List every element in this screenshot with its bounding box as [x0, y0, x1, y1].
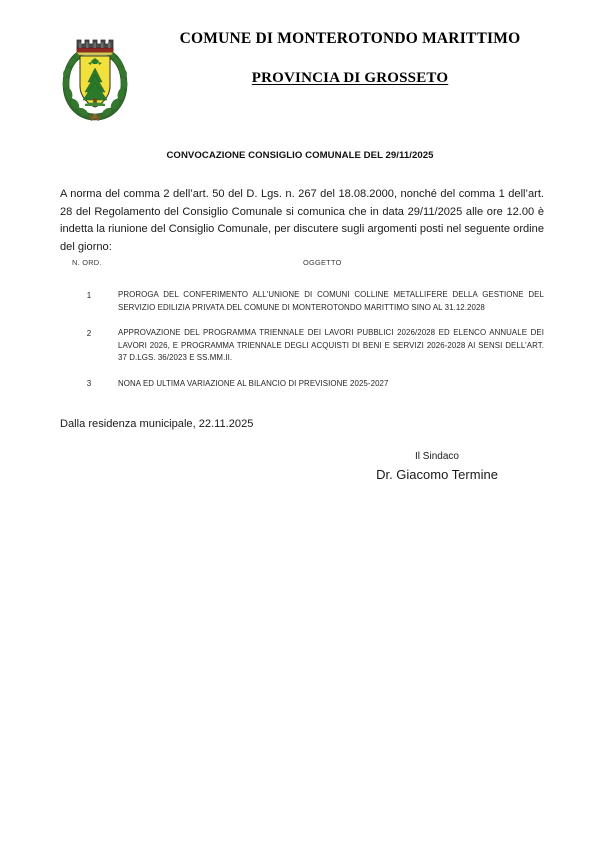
- signature-name: Dr. Giacomo Termine: [376, 467, 498, 482]
- column-header-number: N. ORD.: [72, 258, 102, 267]
- document-header: [0, 22, 600, 132]
- agenda-item-subject: APPROVAZIONE DEL PROGRAMMA TRIENNALE DEI LAVORI PUBBLICI 2026/2028 ED ELENCO ANNUALE DEI LAVORI 2026, E PROGRAMMA TRIENNALE DEGLI ACQUISTI DI BENI E SERVIZI 2026-2028 AI SENSI DELL’ART. 37 D.LGS. 36/2023 E SS.MM.II.: [118, 328, 544, 363]
- page-title: CONVOCAZIONE CONSIGLIO COMUNALE DEL 29/11/2025: [166, 150, 434, 161]
- signature-block: [330, 449, 544, 484]
- agenda-item-number: 2: [86, 328, 92, 338]
- agenda-item-subject: NONA ED ULTIMA VARIAZIONE AL BILANCIO DI PREVISIONE 2025-2027: [118, 378, 389, 388]
- agenda-item-subject: PROROGA DEL CONFERIMENTO ALL'UNIONE DI COMUNI COLLINE METALLIFERE DELLA GESTIONE DEL SERVIZIO EDILIZIA PRIVATA DEL COMUNE DI MONTEROTONDO MARITTIMO SINO AL 31.12.2028: [118, 290, 544, 312]
- signature-role: Il Sindaco: [415, 451, 459, 462]
- agenda-table: [60, 258, 544, 391]
- province-name: PROVINCIA DI GROSSETO: [251, 70, 449, 86]
- header-title-block: [140, 30, 560, 87]
- table-row: [60, 327, 544, 365]
- table-row: [60, 378, 544, 391]
- agenda-item-number: 1: [86, 290, 92, 300]
- comune-coat-of-arms-icon: [58, 28, 132, 124]
- agenda-item-number: 3: [86, 379, 92, 389]
- municipality-name: COMUNE DI MONTEROTONDO MARITTIMO: [179, 30, 521, 47]
- body-paragraph: A norma del comma 2 dell’art. 50 del D. Lgs. n. 267 del 18.08.2000, nonché del comma 1 dell’art. 28 del Regolamento del Consiglio Comunale si comunica che in data 29/11/2025 alle ore 12.00 è indetta la riunione del Consiglio Comunale, per discutere sugli argomenti posti nel seguente ordine del giorno:: [60, 188, 544, 253]
- table-header-row: [60, 258, 544, 276]
- closing-place-date: Dalla residenza municipale, 22.11.2025: [60, 418, 254, 430]
- table-row: [60, 289, 544, 314]
- column-header-subject: OGGETTO: [303, 258, 342, 267]
